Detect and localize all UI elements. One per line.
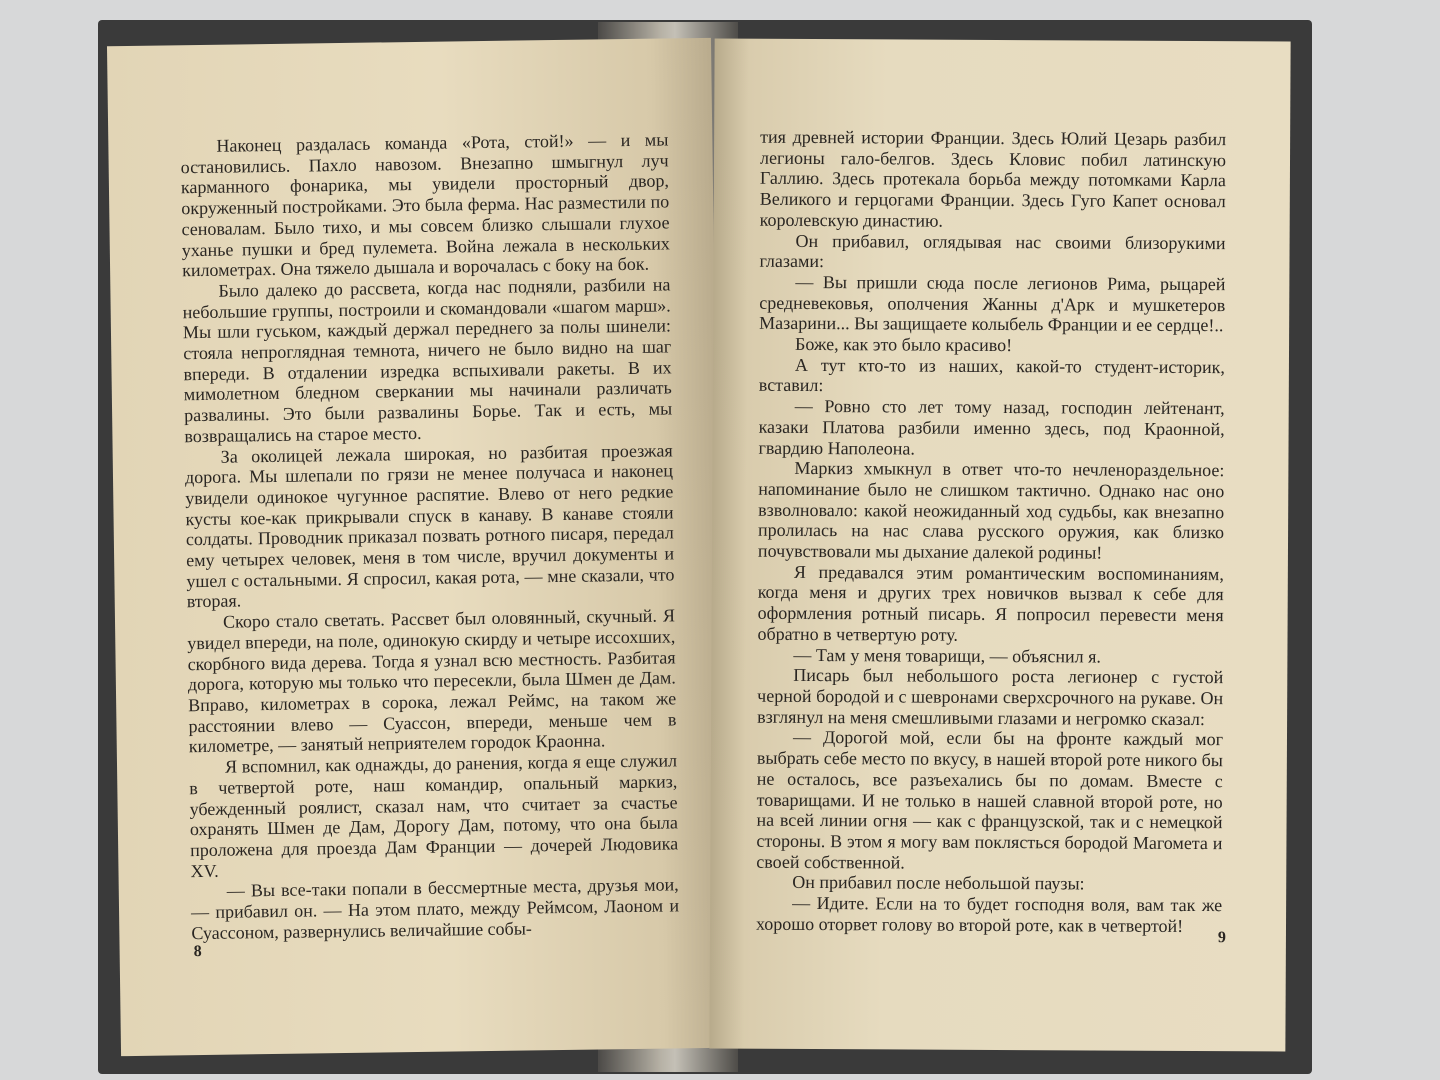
paragraph: Я вспомнил, как однажды, до ранения, когда я еще служил в четвертой роте, наш командир, опальный маркиз, убежденный роялист, сказал нам, что считает за счастье охранять Шмен де Дам, Дорогу Дам, потому, что она была проложена для проезда Дам Франции — дочерей Людовика XV.	[189, 750, 679, 881]
paragraph: Наконец раздалась команда «Рота, стой!» — и мы остановились. Пахло навозом. Внезапно шмыгнул луч карманного фонарика, мы увидели просторный двор, окруженный постройками. Это была ферма. Нас разместили по сеновалам. Было тихо, и мы совсем близко слышали глухое уханье пушки и бред пулемета. Война лежала в нескольких километрах. Она тяжело дышала и ворочалась с боку на бок.	[180, 129, 670, 281]
paragraph: — Вы все-таки попали в бессмертные места, друзья мои, — прибавил он. — На этом плато, между Реймсом, Лаоном и Суассоном, развернулись величайшие собы-	[190, 874, 680, 943]
page-number: 8	[193, 943, 202, 961]
paragraph-continuation: тия древней истории Франции. Здесь Юлий Цезарь разбил легионы гало-белгов. Здесь Кловис побил латинскую Галлию. Здесь протекала борьба между потомками Карла Великого и герцогами Франции. Здесь Гуго Капет основал королевскую династию.	[759, 126, 1227, 231]
left-page-text	[180, 129, 679, 943]
paragraph: Было далеко до рассвета, когда нас подняли, разбили на небольшие группы, построили и скомандовали «шагом марш». Мы шли гуськом, каждый держал переднего за полы шинели: стояла непроглядная темнота, ничего не было видно на шаг впереди. В отдалении изредка вспыхивали ракеты. В их мимолетном бледном сверкании мы начинали различать развалины. Это были развалины Борье. Так и есть, мы возвращались на старое место.	[182, 274, 673, 447]
paragraph: Писарь был небольшого роста легионер с густой черной бородой и с шевронами сверхсрочного на рукаве. Он взглянул на меня смешливыми глазами и негромко сказал:	[757, 665, 1224, 729]
paragraph: — Вы пришли сюда после легионов Рима, рыцарей средневековья, ополчения Жанны д'Арк и мушкетеров Мазарини... Вы защищаете колыбель Франции и ее сердце!..	[759, 271, 1226, 336]
paragraph: — Дорогой мой, если бы на фронте каждый мог выбрать себе место по вкусу, в нашей второй роте никого бы не осталось, все разъехались бы по домам. Вместе с товарищами. И не только в нашей славной второй роте, но на всей линии огня — как с французской, так и с немецкой стороны. В этом я могу вам поклясться бородой Магомета и своей собственной.	[756, 727, 1224, 873]
paragraph: Он прибавил после небольшой паузы:	[792, 872, 1085, 894]
paragraph: — Ровно сто лет тому назад, господин лейтенант, казаки Платова разбили именно здесь, под Краонной, гвардию Наполеона.	[758, 396, 1225, 459]
paragraph: А тут кто-то из наших, какой-то студент-историк, вставил:	[758, 354, 1225, 396]
right-page-text	[756, 127, 1226, 937]
paragraph: Он прибавил, оглядывая нас своими близорукими глазами:	[759, 230, 1226, 272]
paragraph: За околицей лежала широкая, но разбитая проезжая дорога. Мы шлепали по грязи не менее получаса и наконец увидели одинокое чугунное распятие. Влево от него редкие кусты кое-как прикрывали спуск в канаву. В канаве стояли солдаты. Проводник приказал позвать ротного писаря, передал ему четырех человек, меня в том числе, вручил документы и ушел с остальными. Я спросил, какая рота, — мне сказали, что вторая.	[184, 439, 675, 612]
paragraph: Маркиз хмыкнул в ответ что-то нечленораздельное: напоминание было не слишком тактично. Однако нас оно взволновало: какой неожиданный ход судьбы, как внезапно пролилась на нас слава русского оружия, как близко почувствовали мы дыхание далекой родины!	[757, 458, 1225, 563]
paragraph: — Идите. Если на то будет господня воля, вам так же хорошо оторвет голову во второй роте, как в четвертой!	[755, 892, 1223, 936]
paragraph: Я предавался этим романтическим воспоминаниям, когда меня и других трех новичков вызвал к себе для оформления ротный писарь. Я попросил перевести меня обратно в четвертую роту.	[757, 561, 1224, 645]
right-page	[709, 38, 1290, 1051]
paragraph: — Там у меня товарищи, — объяснил я.	[793, 644, 1102, 667]
left-page	[107, 38, 725, 1056]
paragraph: Боже, как это было красиво!	[794, 333, 1013, 356]
page-number: 9	[1217, 929, 1226, 947]
paragraph: Скоро стало светать. Рассвет был оловянный, скучный. Я увидел впереди, на поле, одинокую скирду и четыре иссохших, скорбного вида дерева. Тогда я узнал всю местность. Разбитая дорога, которую мы только что пересекли, была Шмен де Дам. Вправо, километрах в сорока, лежал Реймс, на таком же расстоянии влево — Суассон, впереди, меньше чем в километре, — занятый неприятелем городок Краонна.	[187, 605, 677, 757]
